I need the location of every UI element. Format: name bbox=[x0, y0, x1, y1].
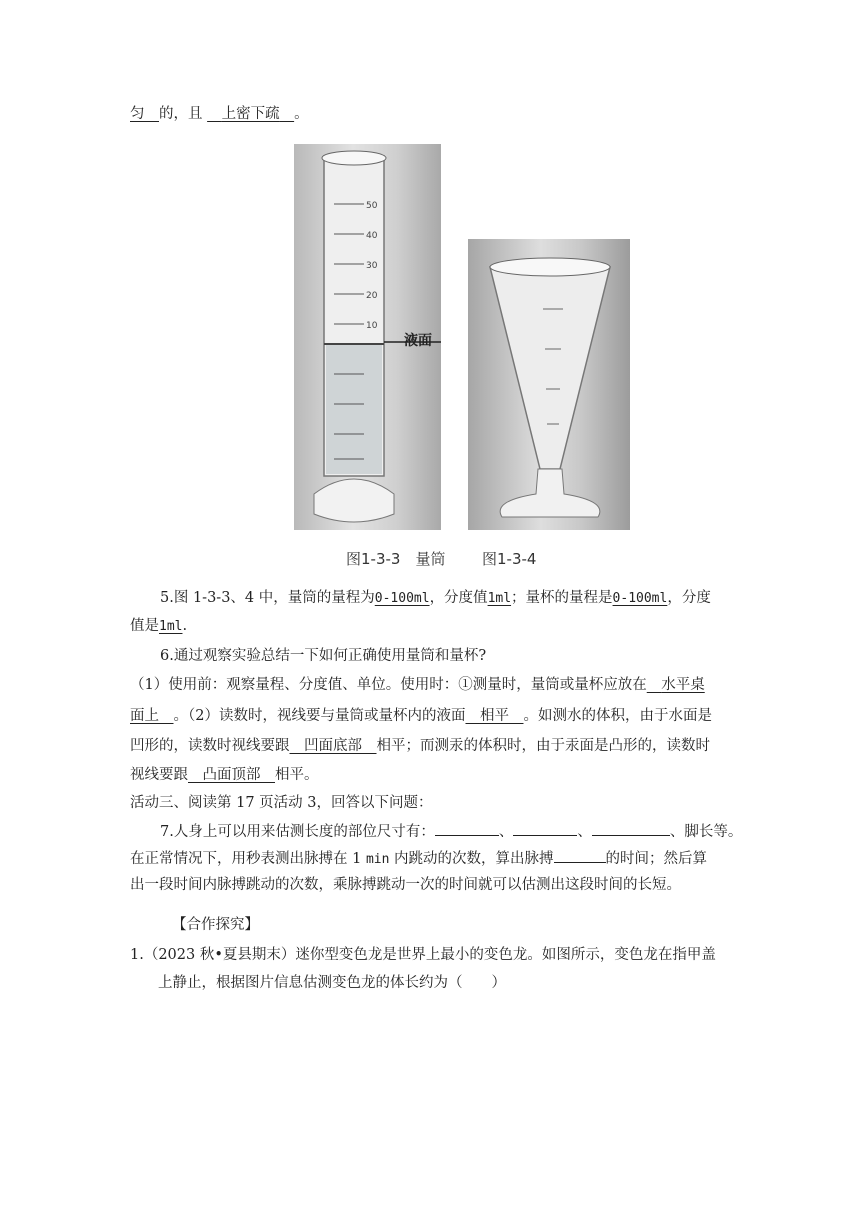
question-7-line-2: 在正常情况下，用秒表测出脉搏在 1 min 内跳动的次数，算出脉搏 的时间；然后算 bbox=[130, 848, 707, 871]
section-heading-cooperative: 【合作探究】 bbox=[172, 917, 259, 933]
question-5-line-1: 5.图 1-3-3、4 中，量筒的量程为0-100ml，分度值1ml；量杯的量程是0-100ml，分度 bbox=[160, 590, 711, 606]
answer-horizontal-table: 水平桌 bbox=[661, 677, 705, 693]
caption-measuring-cup: 图1-3-4 bbox=[482, 550, 537, 568]
answer-concave-bottom: 凹面底部 bbox=[304, 738, 362, 754]
answer-dense-top: 上密下疏 bbox=[221, 106, 280, 122]
answer-level: 相平 bbox=[479, 708, 509, 724]
blank-field bbox=[554, 848, 606, 863]
question-7-line-1: 7.人身上可以用来估测长度的部位尺寸有： 、 、 、脚长等。 bbox=[160, 821, 742, 843]
cylinder-scale-mark: 20 bbox=[366, 291, 378, 301]
measuring-cup-photo bbox=[468, 239, 630, 530]
question-6-line-1: （1）使用前：观察量程、分度值、单位。使用时：①测量时，量筒或量杯应放在 水平桌 bbox=[130, 677, 705, 693]
question-7-line-3: 出一段时间内脉搏跳动的次数，乘脉搏跳动一次的时间就可以估测出这段时间的长短。 bbox=[130, 877, 681, 893]
measuring-cylinder-figure bbox=[294, 144, 730, 574]
intro-line bbox=[130, 103, 309, 125]
cylinder-range: 0-100ml bbox=[374, 591, 430, 606]
cylinder-division: 1ml bbox=[487, 591, 512, 606]
cylinder-scale-mark: 50 bbox=[366, 201, 378, 211]
blank-field bbox=[513, 821, 577, 836]
answer-uniform: 匀 bbox=[130, 106, 145, 122]
activity-3-heading: 活动三、阅读第 17 页活动 3，回答以下问题： bbox=[130, 795, 433, 811]
question-6-title: 6.通过观察实验总结一下如何正确使用量筒和量杯? bbox=[160, 648, 487, 664]
question-6-line-2: 面上 。（2）读数时，视线要与量筒或量杯内的液面 相平 。如测水的体积，由于水面是 bbox=[130, 708, 712, 724]
blank-field bbox=[592, 821, 670, 836]
liquid-surface-label: 液面 bbox=[404, 333, 432, 349]
measuring-cup-icon bbox=[468, 239, 630, 530]
blank-field bbox=[435, 821, 499, 836]
cup-division: 1ml bbox=[159, 619, 183, 634]
question-6-line-3: 凹形的，读数时视线要跟 凹面底部 相平；而测汞的体积时，由于汞面是凸形的，读数时 bbox=[130, 738, 710, 754]
cylinder-scale-mark: 30 bbox=[366, 261, 378, 271]
question-6-line-4: 视线要跟 凸面顶部 相平。 bbox=[130, 767, 319, 783]
cylinder-scale-mark: 10 bbox=[366, 321, 378, 331]
text: 的，且 bbox=[159, 106, 203, 122]
caption-graduated-cylinder: 图1-3-3 量筒 bbox=[346, 550, 446, 568]
coop-question-1-line-2: 上静止，根据图片信息估测变色龙的体长约为（ ） bbox=[158, 975, 506, 991]
period: 。 bbox=[294, 106, 309, 122]
cup-range: 0-100ml bbox=[612, 591, 668, 606]
answer-convex-top: 凸面顶部 bbox=[202, 767, 261, 783]
cylinder-scale-mark: 40 bbox=[366, 231, 378, 241]
question-5-line-2: 值是1ml. bbox=[130, 618, 188, 634]
coop-question-1-line-1: 1.（2023 秋•夏县期末）迷你型变色龙是世界上最小的变色龙。如图所示，变色龙在指甲盖 bbox=[130, 947, 716, 963]
